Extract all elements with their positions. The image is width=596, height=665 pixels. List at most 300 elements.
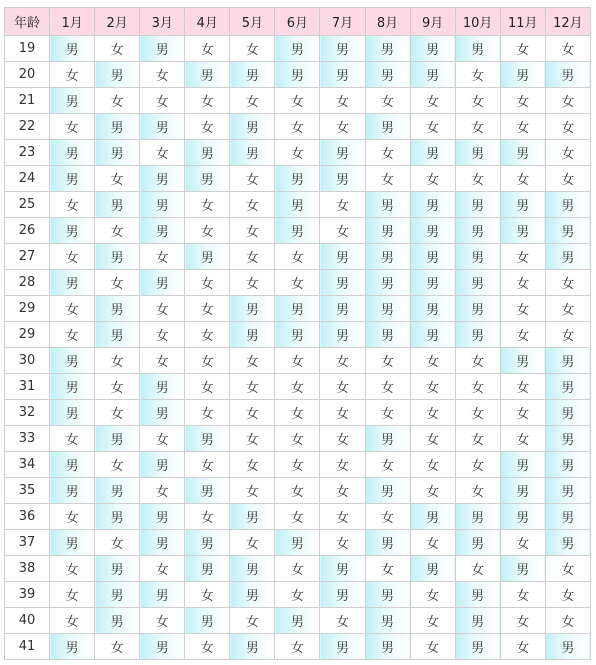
gender-cell: 女 [365,400,410,426]
table-row [5,348,591,374]
gender-cell: 男 [320,244,365,270]
gender-cell: 男 [140,530,185,556]
header-month: 8月 [365,8,410,36]
age-cell: 25 [5,192,50,218]
gender-cell: 女 [455,166,500,192]
gender-cell: 男 [455,582,500,608]
gender-cell: 男 [185,478,230,504]
gender-cell: 女 [410,114,455,140]
table-body [5,36,591,660]
table-row [5,634,591,660]
gender-cell: 男 [365,478,410,504]
gender-cell: 女 [230,478,275,504]
gender-cell: 女 [500,608,545,634]
gender-cell: 男 [50,348,95,374]
gender-cell: 男 [500,140,545,166]
age-cell: 30 [5,348,50,374]
gender-cell: 女 [140,478,185,504]
gender-cell: 女 [410,348,455,374]
gender-cell: 男 [230,140,275,166]
gender-cell: 女 [275,582,320,608]
table-row [5,218,591,244]
gender-cell: 女 [185,452,230,478]
gender-cell: 女 [140,62,185,88]
gender-cell: 男 [95,478,140,504]
gender-cell: 男 [365,582,410,608]
gender-cell: 男 [365,218,410,244]
gender-cell: 女 [275,88,320,114]
gender-cell: 女 [185,192,230,218]
gender-cell: 男 [140,400,185,426]
gender-cell: 男 [275,296,320,322]
gender-cell: 女 [320,218,365,244]
gender-cell: 女 [275,374,320,400]
gender-cell: 女 [410,530,455,556]
gender-cell: 男 [500,192,545,218]
gender-cell: 男 [410,296,455,322]
gender-cell: 女 [545,140,590,166]
gender-cell: 女 [320,452,365,478]
gender-cell: 男 [320,62,365,88]
gender-cell: 男 [545,192,590,218]
gender-cell: 男 [455,270,500,296]
header-month: 6月 [275,8,320,36]
gender-cell: 男 [230,556,275,582]
table-row [5,374,591,400]
gender-cell: 女 [500,88,545,114]
gender-cell: 女 [320,114,365,140]
gender-cell: 男 [50,452,95,478]
gender-cell: 女 [275,244,320,270]
age-cell: 21 [5,88,50,114]
gender-cell: 男 [140,270,185,296]
gender-cell: 男 [185,140,230,166]
gender-cell: 男 [455,36,500,62]
gender-cell: 男 [545,244,590,270]
age-cell: 34 [5,452,50,478]
gender-cell: 女 [545,114,590,140]
gender-cell: 男 [230,634,275,660]
gender-cell: 男 [95,62,140,88]
gender-cell: 女 [410,166,455,192]
gender-cell: 女 [500,244,545,270]
gender-cell: 女 [230,166,275,192]
gender-cell: 男 [50,140,95,166]
gender-cell: 女 [500,166,545,192]
gender-cell: 男 [410,322,455,348]
gender-cell: 女 [545,608,590,634]
gender-cell: 女 [365,556,410,582]
gender-cell: 女 [365,374,410,400]
header-month: 7月 [320,8,365,36]
gender-cell: 女 [185,88,230,114]
gender-cell: 男 [50,166,95,192]
gender-cell: 女 [95,218,140,244]
gender-cell: 男 [500,348,545,374]
gender-cell: 男 [140,36,185,62]
table-row [5,556,591,582]
gender-cell: 女 [50,322,95,348]
gender-cell: 男 [50,400,95,426]
gender-cell: 男 [185,556,230,582]
gender-cell: 男 [95,582,140,608]
gender-cell: 男 [410,270,455,296]
table-row [5,36,591,62]
gender-cell: 女 [50,114,95,140]
gender-cell: 男 [275,608,320,634]
table-row [5,296,591,322]
gender-cell: 男 [50,530,95,556]
gender-cell: 女 [320,400,365,426]
gender-cell: 女 [500,426,545,452]
gender-cell: 男 [455,530,500,556]
table-row [5,452,591,478]
gender-cell: 女 [545,556,590,582]
gender-cell: 女 [455,556,500,582]
gender-cell: 男 [95,504,140,530]
gender-cell: 男 [545,452,590,478]
gender-cell: 男 [185,608,230,634]
gender-cell: 女 [230,192,275,218]
gender-cell: 女 [230,270,275,296]
age-cell: 19 [5,36,50,62]
age-cell: 20 [5,62,50,88]
gender-cell: 男 [230,114,275,140]
gender-cell: 女 [230,400,275,426]
gender-cell: 女 [320,478,365,504]
gender-cell: 女 [140,322,185,348]
gender-cell: 女 [275,270,320,296]
header-month: 9月 [410,8,455,36]
gender-cell: 女 [50,192,95,218]
table-row [5,530,591,556]
gender-cell: 女 [500,36,545,62]
gender-cell: 男 [545,478,590,504]
gender-cell: 女 [320,348,365,374]
gender-cell: 男 [365,244,410,270]
gender-cell: 男 [365,322,410,348]
table-row [5,244,591,270]
table-row [5,608,591,634]
gender-cell: 女 [185,634,230,660]
gender-cell: 女 [275,452,320,478]
gender-cell: 女 [185,270,230,296]
gender-cell: 女 [50,504,95,530]
gender-cell: 男 [545,634,590,660]
gender-cell: 女 [275,504,320,530]
gender-cell: 女 [50,296,95,322]
gender-cell: 女 [545,270,590,296]
header-month: 12月 [545,8,590,36]
gender-cell: 男 [410,62,455,88]
gender-cell: 男 [455,296,500,322]
age-cell: 22 [5,114,50,140]
gender-cell: 女 [500,374,545,400]
gender-cell: 女 [275,140,320,166]
gender-cell: 女 [545,166,590,192]
gender-cell: 女 [185,296,230,322]
gender-cell: 男 [410,244,455,270]
gender-cell: 女 [50,426,95,452]
gender-cell: 男 [545,374,590,400]
gender-cell: 女 [545,88,590,114]
gender-cell: 男 [545,504,590,530]
gender-cell: 男 [275,192,320,218]
gender-cell: 男 [95,296,140,322]
gender-cell: 女 [140,556,185,582]
table-row [5,400,591,426]
table-row [5,426,591,452]
gender-cell: 男 [365,270,410,296]
gender-cell: 女 [140,88,185,114]
gender-cell: 男 [185,62,230,88]
gender-cell: 女 [320,88,365,114]
gender-cell: 女 [410,582,455,608]
gender-cell: 男 [500,478,545,504]
gender-cell: 男 [230,296,275,322]
gender-cell: 男 [95,114,140,140]
gender-cell: 男 [230,582,275,608]
gender-cell: 男 [410,36,455,62]
table-row [5,166,591,192]
gender-cell: 女 [140,140,185,166]
gender-cell: 男 [140,504,185,530]
gender-cell: 女 [230,426,275,452]
table-row [5,140,591,166]
gender-cell: 男 [275,218,320,244]
header-row [5,8,591,36]
table-row [5,478,591,504]
gender-cell: 男 [455,140,500,166]
gender-cell: 女 [185,114,230,140]
header-month: 1月 [50,8,95,36]
gender-cell: 女 [545,296,590,322]
age-cell: 41 [5,634,50,660]
gender-cell: 男 [320,582,365,608]
gender-cell: 男 [50,218,95,244]
gender-cell: 女 [410,452,455,478]
gender-cell: 女 [140,608,185,634]
gender-cell: 男 [95,556,140,582]
gender-cell: 女 [365,140,410,166]
gender-cell: 男 [365,530,410,556]
gender-cell: 男 [455,504,500,530]
gender-cell: 女 [410,374,455,400]
age-cell: 33 [5,426,50,452]
gender-cell: 男 [140,374,185,400]
age-cell: 29 [5,296,50,322]
gender-cell: 女 [50,556,95,582]
gender-cell: 女 [140,296,185,322]
gender-cell: 男 [230,504,275,530]
gender-cell: 男 [455,608,500,634]
gender-cell: 男 [455,218,500,244]
age-cell: 27 [5,244,50,270]
gender-cell: 女 [275,400,320,426]
gender-cell: 女 [500,322,545,348]
gender-cell: 女 [365,348,410,374]
gender-cell: 男 [95,192,140,218]
gender-cell: 男 [50,374,95,400]
header-month: 2月 [95,8,140,36]
gender-cell: 女 [410,426,455,452]
gender-cell: 女 [500,634,545,660]
gender-cell: 女 [50,582,95,608]
age-cell: 40 [5,608,50,634]
gender-cell: 男 [410,192,455,218]
age-cell: 29 [5,322,50,348]
gender-cell: 女 [410,88,455,114]
gender-cell: 男 [500,62,545,88]
header-age: 年龄 [5,8,50,36]
gender-cell: 女 [230,348,275,374]
gender-cell: 男 [455,322,500,348]
gender-cell: 男 [230,322,275,348]
gender-cell: 男 [185,530,230,556]
gender-cell: 男 [545,218,590,244]
gender-cell: 女 [185,582,230,608]
gender-cell: 男 [365,36,410,62]
table-header [5,8,591,36]
gender-cell: 男 [365,62,410,88]
gender-cell: 男 [365,296,410,322]
gender-cell: 男 [365,634,410,660]
age-cell: 28 [5,270,50,296]
gender-cell: 男 [50,36,95,62]
gender-cell: 女 [185,36,230,62]
gender-cell: 男 [455,244,500,270]
header-month: 10月 [455,8,500,36]
gender-cell: 女 [500,400,545,426]
age-cell: 37 [5,530,50,556]
gender-cell: 女 [500,270,545,296]
age-cell: 32 [5,400,50,426]
gender-cell: 女 [50,244,95,270]
gender-cell: 女 [275,556,320,582]
gender-cell: 女 [185,322,230,348]
gender-cell: 女 [365,452,410,478]
gender-cell: 女 [50,62,95,88]
gender-cell: 男 [230,62,275,88]
gender-cell: 女 [545,322,590,348]
gender-cell: 女 [410,400,455,426]
gender-cell: 女 [455,348,500,374]
gender-cell: 男 [410,556,455,582]
table-row [5,504,591,530]
table-row [5,582,591,608]
gender-cell: 男 [140,114,185,140]
header-month: 11月 [500,8,545,36]
gender-cell: 男 [365,608,410,634]
gender-cell: 女 [230,608,275,634]
gender-cell: 女 [455,426,500,452]
gender-cell: 女 [320,374,365,400]
age-cell: 31 [5,374,50,400]
table-row [5,88,591,114]
gender-cell: 男 [275,62,320,88]
gender-cell: 男 [95,140,140,166]
age-cell: 26 [5,218,50,244]
gender-cell: 男 [320,322,365,348]
gender-cell: 女 [95,166,140,192]
gender-cell: 男 [545,400,590,426]
gender-cell: 女 [410,478,455,504]
gender-cell: 男 [455,192,500,218]
gender-cell: 女 [455,374,500,400]
header-month: 5月 [230,8,275,36]
gender-cell: 男 [320,634,365,660]
table-row [5,62,591,88]
gender-cell: 男 [455,634,500,660]
gender-cell: 女 [275,426,320,452]
gender-cell: 男 [50,634,95,660]
gender-cell: 男 [95,426,140,452]
gender-cell: 男 [95,322,140,348]
age-cell: 23 [5,140,50,166]
gender-cell: 男 [320,36,365,62]
gender-cell: 女 [230,244,275,270]
gender-cell: 女 [95,270,140,296]
gender-cell: 女 [95,452,140,478]
table-row [5,322,591,348]
gender-cell: 女 [275,348,320,374]
gender-cell: 女 [320,192,365,218]
gender-cell: 男 [275,166,320,192]
gender-cell: 男 [320,296,365,322]
gender-cell: 男 [50,478,95,504]
gender-cell: 男 [545,348,590,374]
gender-cell: 女 [185,348,230,374]
gender-cell: 男 [140,452,185,478]
gender-cell: 女 [275,478,320,504]
gender-cell: 女 [500,114,545,140]
gender-cell: 女 [185,400,230,426]
gender-cell: 男 [95,608,140,634]
gender-cell: 女 [185,218,230,244]
table-row [5,114,591,140]
gender-cell: 男 [365,426,410,452]
gender-cell: 男 [365,192,410,218]
gender-cell: 男 [140,582,185,608]
age-cell: 24 [5,166,50,192]
gender-cell: 女 [230,218,275,244]
gender-cell: 女 [320,530,365,556]
gender-cell: 女 [545,36,590,62]
gender-cell: 男 [500,218,545,244]
age-cell: 36 [5,504,50,530]
gender-cell: 男 [320,270,365,296]
gender-cell: 女 [275,634,320,660]
gender-cell: 男 [275,530,320,556]
gender-cell: 女 [95,374,140,400]
gender-cell: 女 [500,530,545,556]
table-row [5,192,591,218]
gender-cell: 女 [95,400,140,426]
gender-cell: 女 [410,608,455,634]
gender-cell: 女 [230,452,275,478]
gender-cell: 男 [365,114,410,140]
gender-cell: 女 [455,478,500,504]
gender-cell: 男 [320,166,365,192]
gender-cell: 女 [275,114,320,140]
gender-cell: 女 [95,348,140,374]
gender-cell: 男 [320,140,365,166]
gender-cell: 女 [320,504,365,530]
gender-cell: 女 [500,296,545,322]
header-month: 3月 [140,8,185,36]
gender-cell: 女 [185,504,230,530]
gender-cell: 男 [410,218,455,244]
